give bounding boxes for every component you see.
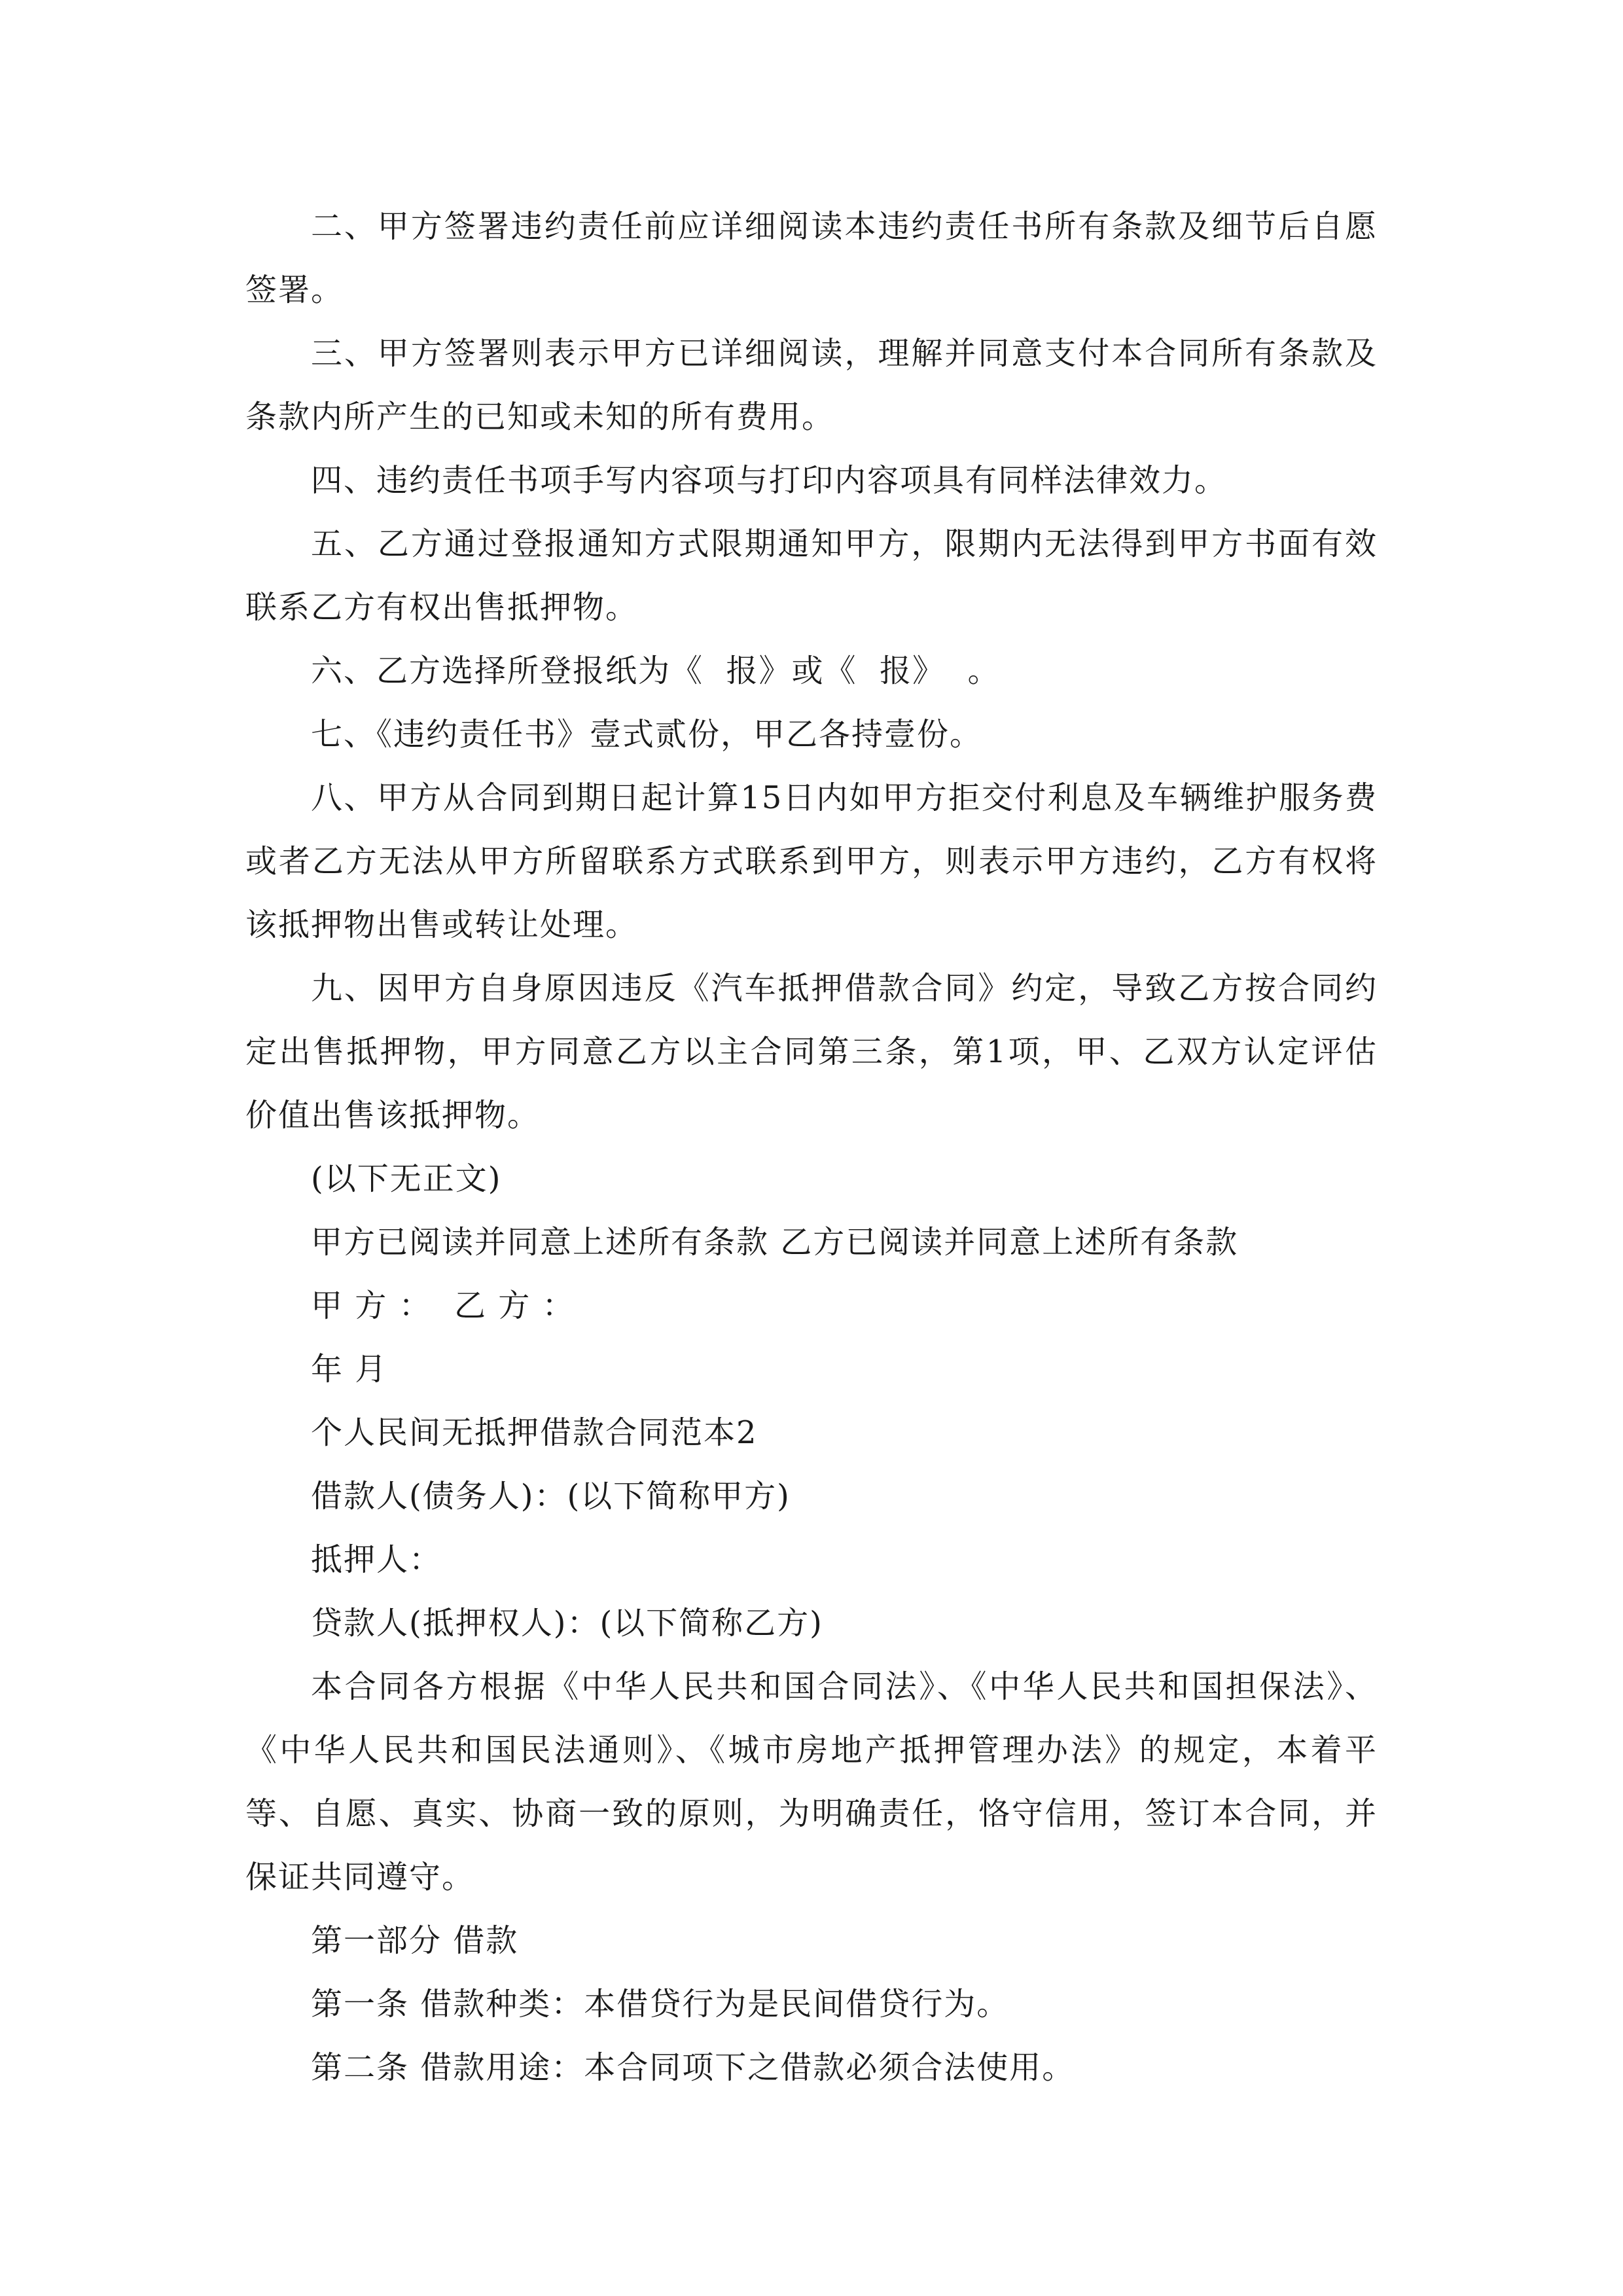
no-more-text: (以下无正文) [311, 1160, 502, 1197]
clause-8: 八、甲方从合同到期日起计算15日内如甲方拒交付利息及车辆维护服务费或者乙方无法从甲方所留联系方式联系到甲方，则表示甲方违约，乙方有权将该抵押物出售或转让处理。 [245, 780, 1378, 943]
clause-3: 三、甲方签署则表示甲方已详细阅读，理解并同意支付本合同所有条款及条款内所产生的已知或未知的所有费用。 [245, 335, 1378, 435]
clause-7: 七、《违约责任书》壹式贰份，甲乙各持壹份。 [311, 716, 983, 753]
date-line: 年 月 [311, 1351, 388, 1388]
document-body [245, 195, 1378, 2100]
borrower-line: 借款人(债务人)：(以下简称甲方) [311, 1478, 791, 1515]
party-signature-line: 甲 方 ： 乙 方 ： [311, 1287, 575, 1324]
clause-4: 四、违约责任书项手写内容项与打印内容项具有同样法律效力。 [311, 462, 1228, 499]
clause-2: 二、甲方签署违约责任前应详细阅读本违约责任书所有条款及细节后自愿签署。 [245, 208, 1378, 308]
contract-title: 个人民间无抵押借款合同范本2 [311, 1414, 758, 1451]
clause-5: 五、乙方通过登报通知方式限期通知甲方，限期内无法得到甲方书面有效联系乙方有权出售抵押物。 [245, 526, 1378, 626]
lender-line: 贷款人(抵押权人)：(以下简称乙方) [311, 1605, 823, 1641]
part-one-heading: 第一部分 借款 [311, 1922, 519, 1959]
mortgagor-line: 抵押人： [311, 1541, 442, 1578]
clause-9: 九、因甲方自身原因违反《汽车抵押借款合同》约定，导致乙方按合同约定出售抵押物，甲方同意乙方以主合同第三条，第1项，甲、乙双方认定评估价值出售该抵押物。 [245, 970, 1378, 1134]
agreement-line: 甲方已阅读并同意上述所有条款 乙方已阅读并同意上述所有条款 [311, 1224, 1239, 1261]
clause-6: 六、乙方选择所登报纸为《 报》或《 报》 。 [311, 653, 1001, 689]
article-one: 第一条 借款种类：本借贷行为是民间借贷行为。 [311, 1986, 1010, 2022]
preamble: 本合同各方根据《中华人民共和国合同法》、《中华人民共和国担保法》、《中华人民共和国民法通则》、《城市房地产抵押管理办法》的规定，本着平等、自愿、真实、协商一致的原则，为明确责任，恪守信用，签订本合同，并保证共同遵守。 [245, 1668, 1378, 1895]
article-two: 第二条 借款用途：本合同项下之借款必须合法使用。 [311, 2049, 1075, 2086]
